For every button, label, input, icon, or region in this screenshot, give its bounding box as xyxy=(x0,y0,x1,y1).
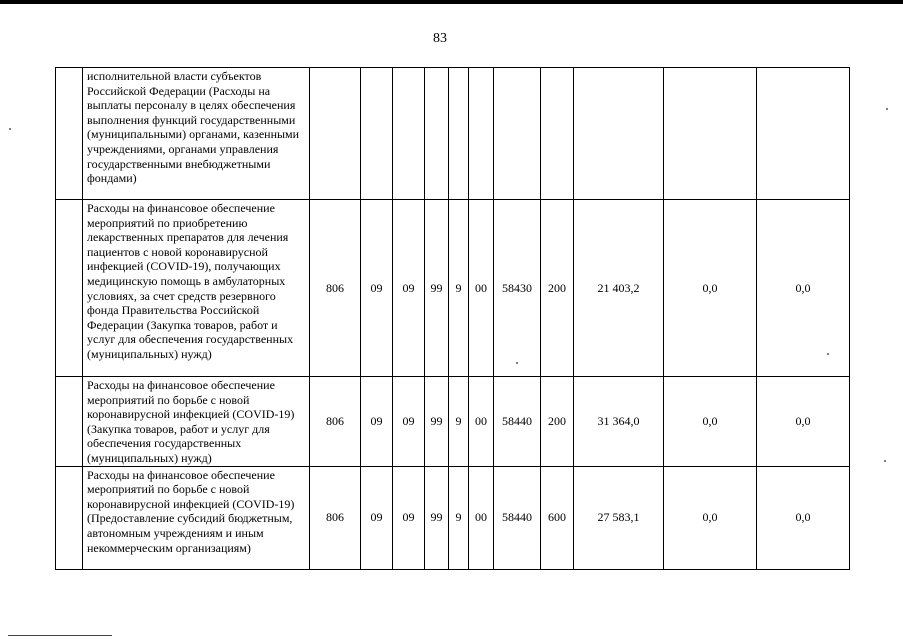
code-main-event: 00 xyxy=(469,377,494,467)
code-direction xyxy=(494,68,541,200)
amount-year-2: 0,0 xyxy=(664,377,757,467)
code-main-event xyxy=(469,68,494,200)
row-description: Расходы на финансовое обеспечение мероприятий по борьбе с новой коронавирусной инфекцией (COVID-19) (Закупка товаров, работ и услуг для обеспечения государственных (муниципальных) нужд) xyxy=(83,377,310,467)
table-row xyxy=(56,68,850,200)
code-ministry xyxy=(310,68,361,200)
code-subprogram: 9 xyxy=(449,466,469,569)
bottom-edge-mark xyxy=(8,635,112,636)
amount-year-1: 21 403,2 xyxy=(574,200,664,377)
budget-table xyxy=(55,67,850,570)
row-description: исполнительной власти субъектов Российской Федерации (Расходы на выплаты персоналу в целях обеспечения выполнения функций государственными (муниципальными) органами, казенными учреждениями, органами управления государственными внебюджетными фондами) xyxy=(83,68,310,200)
row-index-cell xyxy=(56,377,83,467)
scan-speck xyxy=(516,362,518,364)
row-index-cell xyxy=(56,466,83,569)
top-border-rule xyxy=(0,0,903,4)
code-subprogram xyxy=(449,68,469,200)
code-program: 99 xyxy=(425,466,449,569)
row-index-cell xyxy=(56,200,83,377)
amount-year-3: 0,0 xyxy=(757,466,850,569)
code-main-event: 00 xyxy=(469,466,494,569)
table-row xyxy=(56,377,850,467)
amount-year-3 xyxy=(757,68,850,200)
amount-year-3: 0,0 xyxy=(757,377,850,467)
code-section: 09 xyxy=(361,466,393,569)
page-number: 83 xyxy=(433,31,447,46)
code-subprogram: 9 xyxy=(449,377,469,467)
amount-year-1: 31 364,0 xyxy=(574,377,664,467)
amount-year-2 xyxy=(664,68,757,200)
code-expense-type: 600 xyxy=(541,466,574,569)
code-expense-type xyxy=(541,68,574,200)
row-description: Расходы на финансовое обеспечение мероприятий по борьбе с новой коронавирусной инфекцией (COVID-19) (Предоставление субсидий бюджетным, автономным учреждениям и иным некоммерческим организациям) xyxy=(83,466,310,569)
code-direction: 58440 xyxy=(494,466,541,569)
amount-year-2: 0,0 xyxy=(664,200,757,377)
code-section: 09 xyxy=(361,377,393,467)
code-subsection: 09 xyxy=(393,377,425,467)
code-direction: 58440 xyxy=(494,377,541,467)
code-subsection: 09 xyxy=(393,200,425,377)
amount-year-1: 27 583,1 xyxy=(574,466,664,569)
code-program: 99 xyxy=(425,377,449,467)
scan-speck xyxy=(9,128,11,130)
table-row xyxy=(56,200,850,377)
code-program: 99 xyxy=(425,200,449,377)
code-ministry: 806 xyxy=(310,466,361,569)
code-subsection xyxy=(393,68,425,200)
amount-year-2: 0,0 xyxy=(664,466,757,569)
code-ministry: 806 xyxy=(310,377,361,467)
table-row xyxy=(56,466,850,569)
code-ministry: 806 xyxy=(310,200,361,377)
row-description: Расходы на финансовое обеспечение мероприятий по приобретению лекарственных препаратов для лечения пациентов с новой коронавирусной инфекцией (COVID-19), получающих медицинскую помощь в амбулаторных условиях, за счет средств резервного фонда Правительства Российской Федерации (Закупка товаров, работ и услуг для обеспечения государственных (муниципальных) нужд) xyxy=(83,200,310,377)
scan-speck xyxy=(886,108,888,110)
code-main-event: 00 xyxy=(469,200,494,377)
scan-speck xyxy=(827,353,829,355)
code-expense-type: 200 xyxy=(541,377,574,467)
code-subsection: 09 xyxy=(393,466,425,569)
code-program xyxy=(425,68,449,200)
amount-year-1 xyxy=(574,68,664,200)
code-subprogram: 9 xyxy=(449,200,469,377)
amount-year-3: 0,0 xyxy=(757,200,850,377)
code-section: 09 xyxy=(361,200,393,377)
scan-speck xyxy=(884,460,886,462)
row-index-cell xyxy=(56,68,83,200)
code-section xyxy=(361,68,393,200)
code-direction: 58430 xyxy=(494,200,541,377)
code-expense-type: 200 xyxy=(541,200,574,377)
